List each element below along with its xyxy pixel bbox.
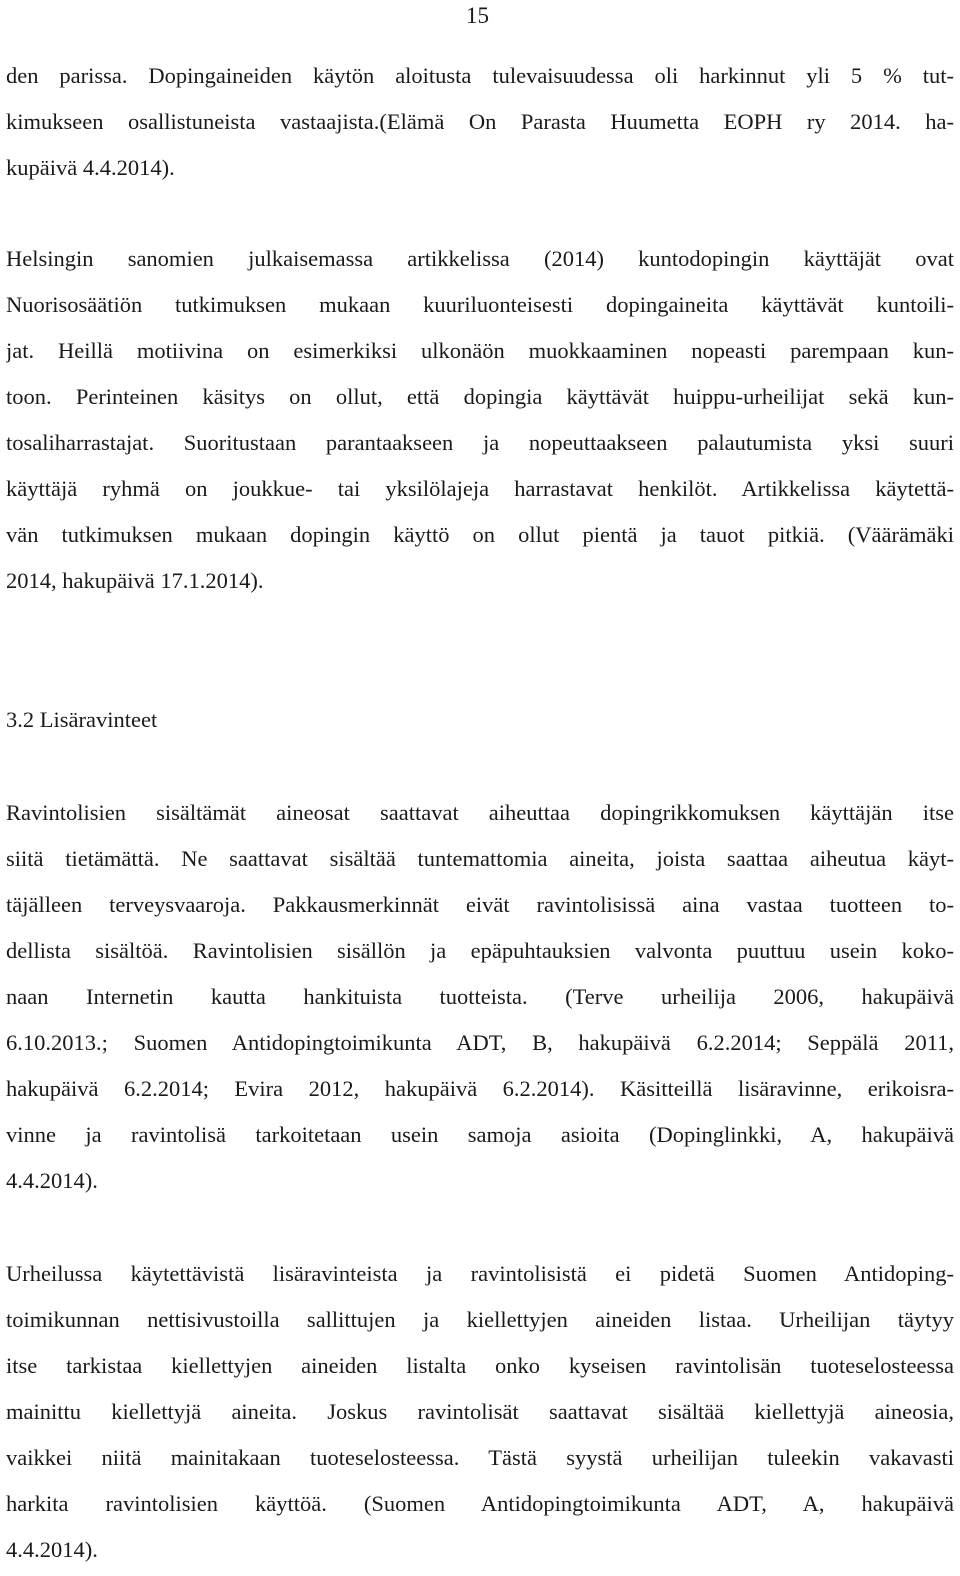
page-number: 15 — [466, 3, 489, 28]
text-line: 2014, hakupäivä 17.1.2014). — [6, 568, 264, 593]
text-line: kupäivä 4.4.2014). — [6, 155, 175, 180]
text-line: siitä tietämättä. Ne saattavat sisältää tuntemattomia aineita, joista saattaa aiheutua käyt- — [6, 846, 954, 871]
text-line: den parissa. Dopingaineiden käytön aloitusta tulevaisuudessa oli harkinnut yli 5 % tut- — [6, 63, 954, 88]
text-line: naan Internetin kautta hankituista tuotteista. (Terve urheilija 2006, hakupäivä — [6, 984, 954, 1009]
text-line: vinne ja ravintolisä tarkoitetaan usein samoja asioita (Dopinglinkki, A, hakupäivä — [6, 1122, 954, 1147]
text-line: mainittu kiellettyjä aineita. Joskus ravintolisät saattavat sisältää kiellettyjä aineosia, — [6, 1399, 954, 1424]
text-line: 6.10.2013.; Suomen Antidopingtoimikunta ADT, B, hakupäivä 6.2.2014; Seppälä 2011, — [6, 1030, 954, 1055]
text-line: 4.4.2014). — [6, 1537, 98, 1562]
text-line: Ravintolisien sisältämät aineosat saattavat aiheuttaa dopingrikkomuksen käyttäjän itse — [6, 800, 954, 825]
text-line: vaikkei niitä mainitakaan tuoteselosteessa. Tästä syystä urheilijan tuleekin vakavasti — [6, 1445, 954, 1470]
text-line: jat. Heillä motiivina on esimerkiksi ulkonäön muokkaaminen nopeasti parempaan kun- — [6, 338, 954, 363]
section-heading: 3.2 Lisäravinteet — [6, 707, 158, 732]
text-line: vän tutkimuksen mukaan dopingin käyttö on ollut pientä ja tauot pitkiä. (Väärämäki — [6, 522, 954, 547]
text-line: Helsingin sanomien julkaisemassa artikkelissa (2014) kuntodopingin käyttäjät ovat — [6, 246, 954, 271]
text-line: kimukseen osallistuneista vastaajista.(Elämä On Parasta Huumetta EOPH ry 2014. ha- — [6, 109, 954, 134]
text-line: 4.4.2014). — [6, 1168, 98, 1193]
text-line: toon. Perinteinen käsitys on ollut, että dopingia käyttävät huippu-urheilijat sekä kun- — [6, 384, 954, 409]
text-line: dellista sisältöä. Ravintolisien sisällön ja epäpuhtauksien valvonta puuttuu usein koko- — [6, 938, 954, 963]
text-line: tosaliharrastajat. Suoritustaan parantaakseen ja nopeuttaakseen palautumista yksi suuri — [6, 430, 954, 455]
text-line: Urheilussa käytettävistä lisäravinteista ja ravintolisistä ei pidetä Suomen Antidoping- — [6, 1261, 954, 1286]
text-line: käyttäjä ryhmä on joukkue- tai yksilölajeja harrastavat henkilöt. Artikkelissa käytettä- — [6, 476, 954, 501]
text-line: täjälleen terveysvaaroja. Pakkausmerkinnät eivät ravintolisissä aina vastaa tuotteen to- — [6, 892, 954, 917]
text-line: itse tarkistaa kiellettyjen aineiden listalta onko kyseisen ravintolisän tuoteselosteessa — [6, 1353, 954, 1378]
text-line: hakupäivä 6.2.2014; Evira 2012, hakupäivä 6.2.2014). Käsitteillä lisäravinne, erikoisra- — [6, 1076, 954, 1101]
text-line: harkita ravintolisien käyttöä. (Suomen Antidopingtoimikunta ADT, A, hakupäivä — [6, 1491, 954, 1516]
text-line: Nuorisosäätiön tutkimuksen mukaan kuuriluonteisesti dopingaineita käyttävät kuntoili- — [6, 292, 954, 317]
text-line: toimikunnan nettisivustoilla sallittujen ja kiellettyjen aineiden listaa. Urheilijan täytyy — [6, 1307, 954, 1332]
